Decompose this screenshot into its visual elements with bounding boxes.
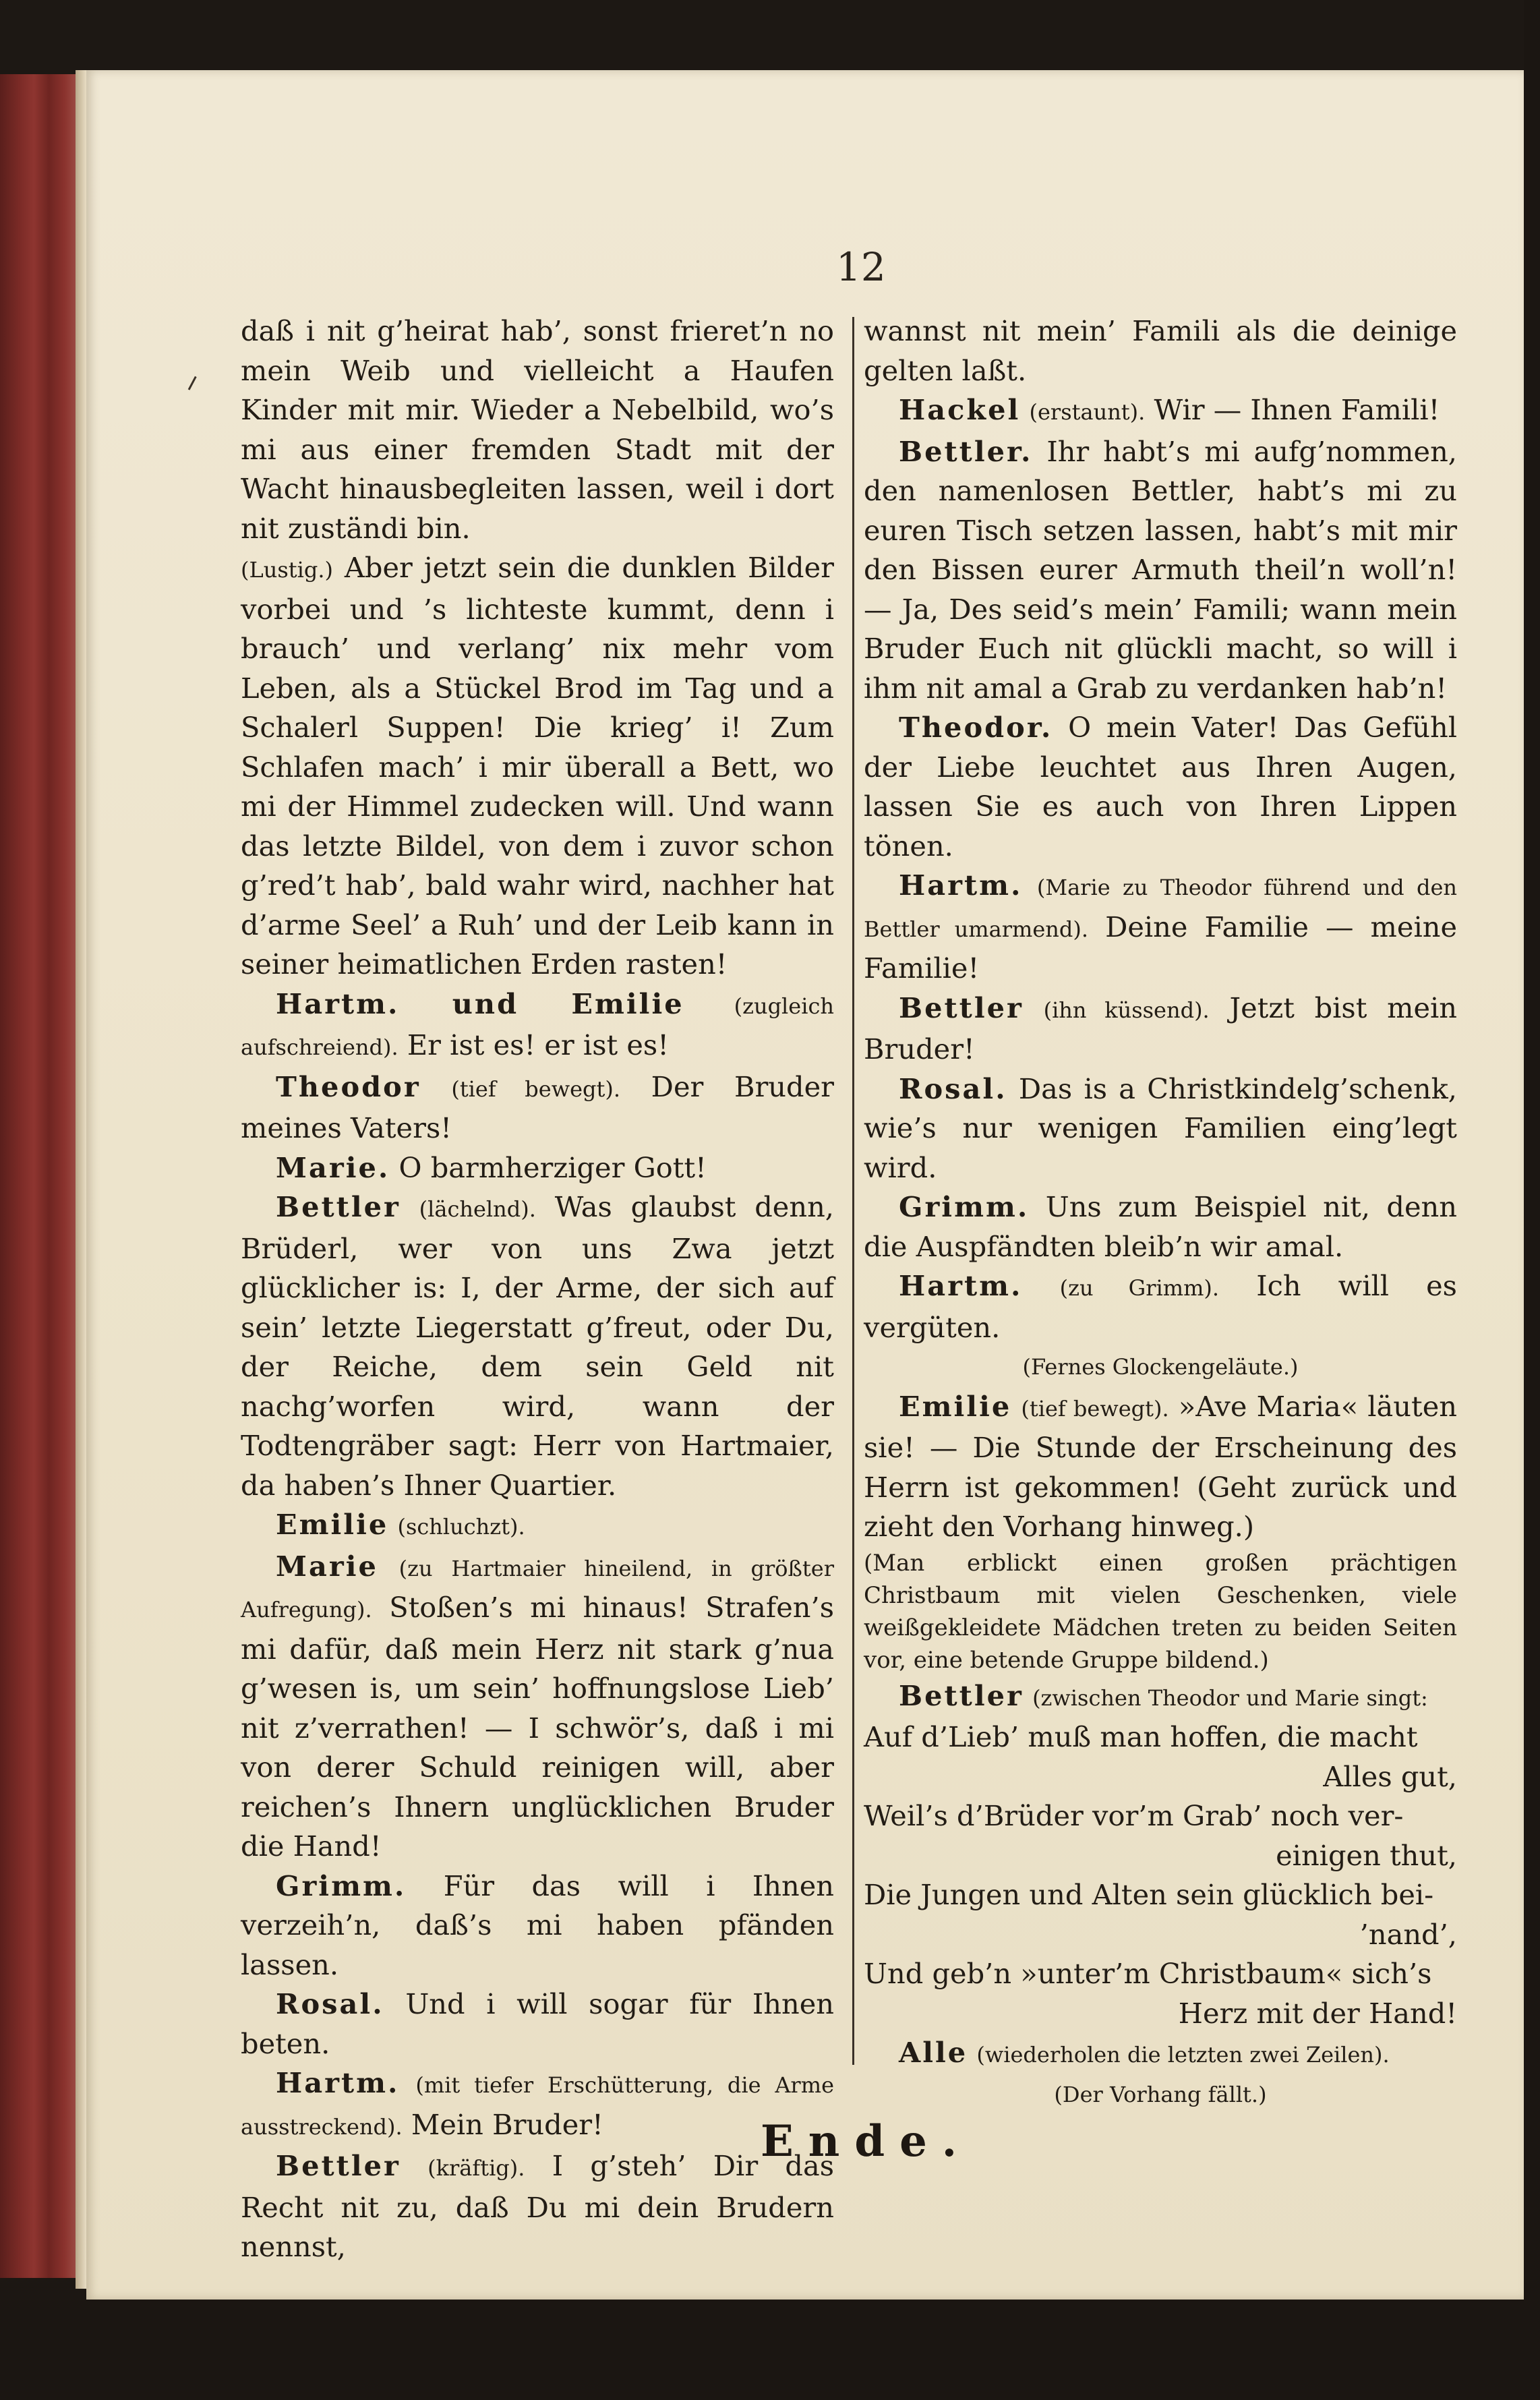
- paragraph: [864, 312, 1457, 390]
- book-binding: [0, 74, 76, 2278]
- speech-text: Mein Bruder!: [411, 2107, 603, 2141]
- song-text: Die Jungen und Alten sein glücklich bei-: [864, 1878, 1434, 1911]
- speech-line: [241, 2146, 834, 2267]
- stage-direction: (zu Grimm).: [1059, 1275, 1220, 1301]
- song-text: ’nand’,: [1359, 1917, 1457, 1951]
- song-line-continuation: [864, 1757, 1457, 1797]
- paragraph-text: wannst nit mein’ Famili als die deinige gelten laßt.: [864, 314, 1457, 387]
- song-line: [864, 1875, 1457, 1915]
- speech-line: [864, 989, 1457, 1070]
- speech-text: Deine Familie — meine Familie!: [864, 910, 1458, 985]
- speech-line: [241, 1148, 834, 1188]
- speech-text: Und i will sogar für Ihnen beten.: [241, 1987, 834, 2060]
- background-bottom: [0, 2300, 1540, 2400]
- speaker-name: Bettler.: [899, 434, 1033, 468]
- speech-text: Das is a Christkindelg’schenk, wie’s nur wenigen Familien eing’legt wird.: [864, 1072, 1457, 1184]
- song-text: einigen thut,: [1276, 1838, 1457, 1872]
- speaker-name: Marie.: [276, 1150, 390, 1184]
- speaker-name: Rosal.: [276, 1987, 384, 2020]
- speech-line: [864, 708, 1457, 866]
- paragraph: [241, 312, 834, 548]
- stage-direction: (Der Vorhang fällt.): [1054, 2081, 1267, 2107]
- speaker-name: Hartm.: [276, 2066, 400, 2099]
- speaker-name: Emilie: [899, 1389, 1012, 1423]
- speech-line: [864, 432, 1457, 709]
- stage-direction: (zwischen Theodor und Marie singt:: [1032, 1685, 1428, 1711]
- speaker-name: Bettler: [899, 991, 1024, 1024]
- song-line: [864, 1718, 1457, 1757]
- speech-line: [241, 1067, 834, 1148]
- stage-direction: (Fernes Glockengeläute.): [1022, 1354, 1299, 1380]
- right-column: [864, 312, 1457, 2114]
- stage-direction: (lächelnd).: [419, 1196, 536, 1222]
- speaker-name: Alle: [899, 2036, 968, 2069]
- left-column: [241, 312, 834, 2267]
- column-divider: [852, 317, 854, 2065]
- song-line-continuation: [864, 1836, 1457, 1876]
- page-edge: [76, 70, 86, 2289]
- speaker-name: Bettler: [276, 1190, 401, 1223]
- speaker-name: Hartm.: [899, 1269, 1023, 1302]
- stage-direction: (tief bewegt).: [1021, 1395, 1169, 1422]
- song-line: [864, 1954, 1457, 1994]
- speaker-name: Theodor: [276, 1070, 421, 1103]
- song-line-continuation: [864, 1994, 1457, 2034]
- speaker-name: Grimm.: [899, 1190, 1030, 1223]
- stage-direction: (tief bewegt).: [451, 1076, 621, 1102]
- song-line-continuation: [864, 1915, 1457, 1955]
- speaker-name: Hartm. und Emilie: [276, 987, 684, 1020]
- background-top: [0, 0, 1540, 70]
- scene-description: [864, 1547, 1457, 1676]
- speaker-name: Bettler: [276, 2149, 401, 2182]
- speech-line: [864, 1676, 1457, 1718]
- ende-text: Ende.: [761, 2116, 972, 2167]
- song-text: Auf d’Lieb’ muß man hoffen, die macht: [864, 1720, 1418, 1753]
- speaker-name: Hackel: [899, 393, 1021, 426]
- stage-direction: (wiederholen die letzten zwei Zeilen).: [976, 2042, 1390, 2068]
- speech-text: Ihr habt’s mi aufg’nommen, den namenlosen Bettler, habt’s mi zu euren Tisch setzen lassen, habt’s mit mir den Bissen eurer Armuth theil’n woll’n! — Ja, Des seid’s mein’ Famili; wann mein Bruder Euch nit glückli macht, so will i ihm nit amal a Grab zu verdanken hab’n!: [864, 434, 1457, 705]
- speech-line: [241, 1985, 834, 2064]
- speech-text: Stoßen’s mi hinaus! Strafen’s mi dafür, daß mein Herz nit stark g’nua g’wesen is, um sein’ hoffnungslose Lieb’ nit z’verrathen! — I schwör’s, daß i mi von derer Schuld reinigen will, aber reichen’s Ihnern unglücklichen Bruder die Hand!: [241, 1591, 834, 1863]
- speech-text: O barmherziger Gott!: [398, 1150, 707, 1184]
- paragraph: [241, 548, 834, 985]
- song-text: Herz mit der Hand!: [1178, 1996, 1457, 2030]
- speech-line: [241, 1505, 834, 1547]
- speech-line: [864, 1266, 1457, 1347]
- speech-text: Jetzt bist mein Bruder!: [864, 991, 1458, 1065]
- speech-line: [241, 985, 834, 1067]
- page-number: 12: [836, 244, 886, 290]
- speaker-name: Rosal.: [899, 1072, 1007, 1105]
- speech-text: Wir — Ihnen Famili!: [1154, 393, 1440, 426]
- speech-text: I g’steh’ Dir das Recht nit zu, daß Du mi dein Brudern nennst,: [241, 2149, 834, 2263]
- speech-line: [864, 2033, 1457, 2075]
- speech-text: Was glaubst denn, Brüderl, wer von uns Zwa jetzt glücklicher is: I, der Arme, der sich auf sein’ letzte Liegerstatt g’freut, oder Du, der Reiche, dem sein Geld nit nachg’worfen wird, wann der Todtengräber sagt: Herr von Hartmaier, da haben’s Ihner Quartier.: [241, 1190, 834, 1502]
- speech-text: Uns zum Beispiel nit, denn die Auspfändten bleib’n wir amal.: [864, 1190, 1457, 1263]
- stage-direction-line: [864, 2075, 1457, 2115]
- speech-line: [864, 390, 1457, 432]
- paragraph-text: daß i nit g’heirat hab’, sonst frieret’n no mein Weib und vielleicht a Haufen Kinder mit mir. Wieder a Nebelbild, wo’s mi aus einer fremden Stadt mit der Wacht hinausbegleiten lassen, weil i dort nit zuständi bin.: [241, 314, 834, 545]
- stage-direction: (mit tiefer Erschütterung, die Arme ausstreckend).: [241, 2072, 835, 2140]
- song-text: Und geb’n »unter’m Christbaum« sich’s: [864, 1957, 1432, 1990]
- stage-direction: (ihn küssend).: [1043, 997, 1210, 1023]
- speaker-name: Grimm.: [276, 1869, 407, 1902]
- speaker-name: Emilie: [276, 1508, 389, 1541]
- speech-line: [864, 1387, 1457, 1547]
- speech-line: [241, 2064, 834, 2146]
- speaker-name: Bettler: [899, 1678, 1024, 1712]
- speaker-name: Hartm.: [899, 869, 1023, 902]
- stage-direction: (zu Hartmaier hineilend, in größter Aufregung).: [241, 1555, 834, 1622]
- speaker-name: Marie: [276, 1549, 378, 1583]
- speech-text: Für das will i Ihnen verzeih’n, daß’s mi haben pfänden lassen.: [241, 1869, 834, 1981]
- song-text: Alles gut,: [1323, 1759, 1457, 1793]
- speech-text: O mein Vater! Das Gefühl der Liebe leuchtet aus Ihren Augen, lassen Sie es auch von Ihren Lippen tönen.: [864, 711, 1457, 862]
- stage-direction-line: [864, 1347, 1457, 1387]
- stage-direction: (schluchzt).: [397, 1514, 525, 1540]
- speech-line: [241, 1547, 834, 1867]
- speech-line: [864, 1070, 1457, 1188]
- speaker-name: Theodor.: [899, 711, 1053, 744]
- song-text: Weil’s d’Brüder vor’m Grab’ noch ver-: [864, 1799, 1404, 1832]
- song-line: [864, 1796, 1457, 1836]
- speech-text: Der Bruder meines Vaters!: [241, 1070, 834, 1144]
- stage-direction: (zugleich aufschreiend).: [241, 993, 834, 1060]
- speech-line: [241, 1867, 834, 1985]
- stage-direction: (Marie zu Theodor führend und den Bettler umarmend).: [864, 875, 1457, 942]
- stage-direction: (Lustig.): [241, 557, 333, 583]
- speech-line: [241, 1188, 834, 1505]
- speech-text: Er ist es! er ist es!: [407, 1028, 669, 1061]
- speech-line: [864, 1188, 1457, 1266]
- speech-line: [864, 866, 1457, 989]
- speech-text: Ich will es vergüten.: [864, 1269, 1457, 1344]
- stage-direction: (kräftig).: [427, 2155, 525, 2181]
- stage-direction: (erstaunt).: [1029, 399, 1146, 425]
- speech-text: »Ave Maria« läuten sie! — Die Stunde der Erscheinung des Herrn ist gekommen! (Geht zurück und zieht den Vorhang hinweg.): [864, 1389, 1457, 1543]
- scene-description-text: (Man erblickt einen großen prächtigen Christbaum mit vielen Geschenken, viele weißgekleidete Mädchen treten zu beiden Seiten vor, eine betende Gruppe bildend.): [864, 1549, 1457, 1674]
- paragraph-text: Aber jetzt sein die dunklen Bilder vorbei und ’s lichteste kummt, denn i brauch’ und verlang’ nix mehr vom Leben, als a Stückel Brod im Tag und a Schalerl Suppen! Die krieg’ i! Zum Schlafen mach’ i mir überall a Bett, wo mi der Himmel zudecken will. Und wann das letzte Bildel, von dem i zuvor schon g’red’t hab’, bald wahr wird, nachher hat d’arme Seel’ a Ruh’ und der Leib kann in seiner heimatlichen Erden rasten!: [241, 551, 834, 981]
- background-right: [1524, 0, 1540, 2400]
